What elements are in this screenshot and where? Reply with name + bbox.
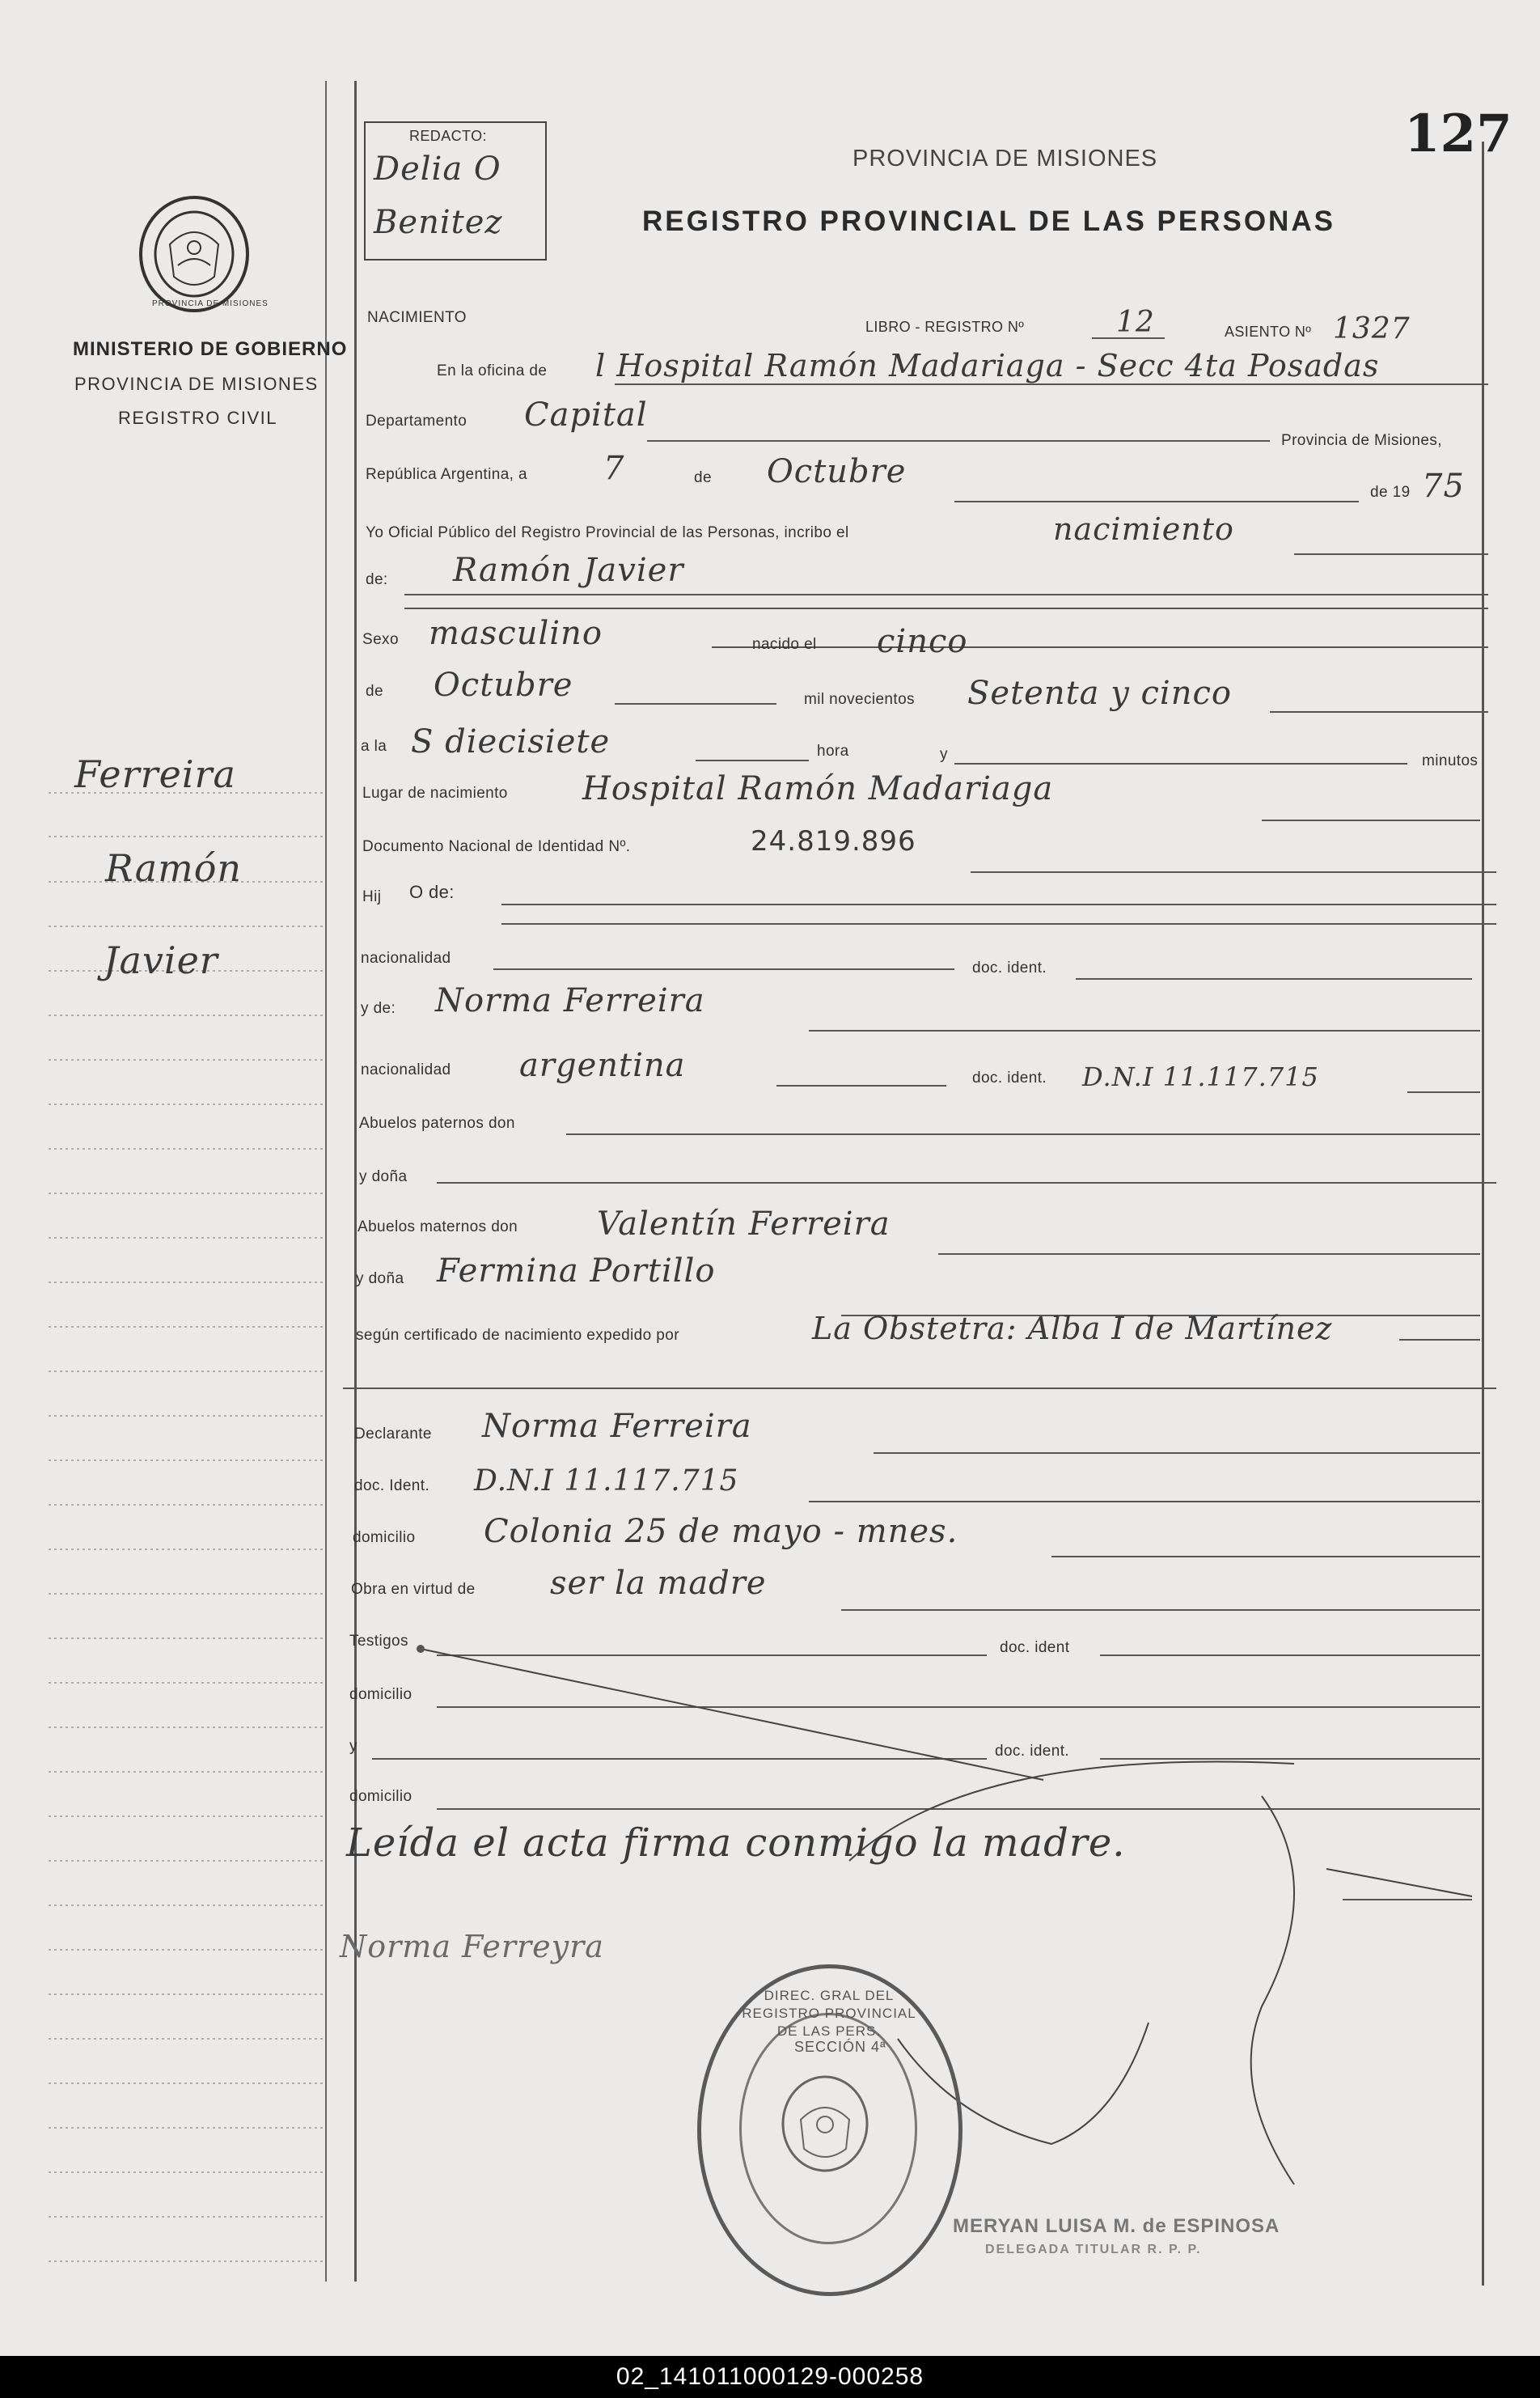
header-province: PROVINCIA DE MISIONES — [852, 146, 1158, 172]
doc-ident5-label: doc. ident. — [995, 1743, 1070, 1760]
stamp-outer-text: DIREC. GRAL DEL REGISTRO PROVINCIAL DE LAS PERS. — [742, 1988, 916, 2039]
domicilio-value: Colonia 25 de mayo - mnes. — [484, 1513, 958, 1550]
margin-surname: Ferreira — [74, 752, 236, 796]
abuelos-pat-label: Abuelos paternos don — [359, 1115, 515, 1132]
nombre-value: Ramón Javier — [453, 552, 684, 589]
departamento-label: Departamento — [366, 413, 468, 430]
anio-nac-value: Setenta y cinco — [967, 675, 1232, 712]
a-la-label: a la — [361, 738, 387, 755]
footer-id-bar — [0, 2356, 1540, 2398]
abuelos-mat-label: Abuelos maternos don — [358, 1218, 518, 1235]
asiento-value: 1327 — [1333, 312, 1411, 345]
hijo-label: Hij — [362, 888, 382, 905]
yo-oficial-label: Yo Oficial Público del Registro Provincial de las Personas, incribo el — [366, 524, 849, 541]
provincia-suffix: Provincia de Misiones, — [1281, 432, 1442, 449]
asiento-label: ASIENTO Nº — [1225, 324, 1312, 340]
nacido-label: nacido el — [752, 636, 817, 653]
minutos-label: minutos — [1422, 752, 1479, 769]
page-number: 127 — [1404, 104, 1512, 164]
sexo-value: masculino — [429, 615, 603, 652]
doc-ident4-label: doc. ident — [1000, 1639, 1070, 1656]
y-dona2-label: y doña — [356, 1270, 404, 1287]
mes-nac-label: de — [366, 683, 383, 700]
declarante-label: Declarante — [354, 1426, 432, 1443]
mes-nac-value: Octubre — [434, 667, 573, 704]
doc-ident3-label: doc. Ident. — [354, 1477, 430, 1494]
y2-label: y — [349, 1738, 358, 1755]
madre-value: Norma Ferreira — [435, 982, 705, 1019]
libro-value: 12 — [1116, 306, 1155, 339]
domicilio-label: domicilio — [353, 1529, 416, 1546]
ministry-title: MINISTERIO DE GOBIERNO — [73, 338, 348, 360]
ministry-province: PROVINCIA DE MISIONES — [74, 374, 319, 394]
oficina-value: l Hospital Ramón Madariaga - Secc 4ta Posadas — [595, 348, 1380, 383]
ministry-registry: REGISTRO CIVIL — [118, 408, 278, 428]
margin-firstname: Ramón — [105, 846, 243, 890]
nacionalidad2-value: argentina — [519, 1047, 686, 1084]
obra-value: ser la madre — [550, 1565, 767, 1602]
acto-value: nacimiento — [1053, 511, 1234, 547]
mes-value: Octubre — [767, 453, 907, 490]
obra-label: Obra en virtud de — [351, 1581, 476, 1598]
testigos-label: Testigos — [349, 1633, 408, 1650]
dni-label: Documento Nacional de Identidad Nº. — [362, 838, 631, 855]
madre-label: y de: — [361, 1000, 396, 1017]
margin-middlename: Javier — [104, 938, 218, 982]
header-registry: REGISTRO PROVINCIAL DE LAS PERSONAS — [642, 205, 1335, 237]
anio-prefix: de 19 — [1370, 484, 1411, 501]
closing-note: Leída el acta firma conmigo la madre. — [346, 1820, 1126, 1866]
declarante-value: Norma Ferreira — [482, 1408, 752, 1445]
redacto-line1: Delia O — [374, 150, 501, 188]
oficina-label: En la oficina de — [437, 362, 548, 379]
domicilio3-label: domicilio — [349, 1788, 412, 1805]
abuela-mat-value: Fermina Portillo — [437, 1252, 716, 1290]
doc-ident2-value: D.N.I 11.117.715 — [1082, 1061, 1319, 1092]
redacto-line2: Benitez — [374, 204, 503, 241]
dia-value: 7 — [603, 450, 625, 487]
nacionalidad2-label: nacionalidad — [361, 1061, 451, 1078]
stamp-seal-icon — [776, 2071, 874, 2176]
segun-label: según certificado de nacimiento expedido por — [356, 1327, 679, 1344]
y-dona-label: y doña — [359, 1168, 408, 1185]
y-label: y — [940, 746, 948, 763]
abuelo-mat-value: Valentín Ferreira — [597, 1205, 891, 1243]
republica-label: República Argentina, a — [366, 466, 527, 483]
hora-value: S diecisiete — [411, 723, 611, 760]
hora-label: hora — [817, 743, 849, 760]
de-label: de — [694, 469, 712, 486]
departamento-value: Capital — [524, 396, 648, 434]
mil-label: mil novecientos — [804, 691, 915, 708]
doc-ident2-label: doc. ident. — [972, 1070, 1047, 1087]
lugar-value: Hospital Ramón Madariaga — [582, 770, 1054, 807]
segun-value: La Obstetra: Alba I de Martínez — [812, 1311, 1333, 1346]
official-title: DELEGADA TITULAR R. P. P. — [985, 2243, 1202, 2256]
doc-ident3-value: D.N.I 11.117.715 — [474, 1464, 739, 1498]
hijo-suffix: O de: — [409, 882, 455, 902]
nombre-label: de: — [366, 571, 388, 588]
mother-signature: Norma Ferreyra — [340, 1929, 604, 1964]
lugar-label: Lugar de nacimiento — [362, 785, 508, 802]
anio-value: 75 — [1422, 468, 1465, 505]
stamp-inner-text: SECCIÓN 4ª — [794, 2039, 886, 2055]
official-name: MERYAN LUISA M. de ESPINOSA — [953, 2215, 1280, 2237]
nacionalidad-label: nacionalidad — [361, 950, 451, 967]
domicilio2-label: domicilio — [349, 1686, 412, 1703]
dni-value: 24.819.896 — [751, 825, 916, 858]
redacto-label: REDACTO: — [409, 128, 487, 144]
footer-id: 02_141011000129-000258 — [616, 2363, 924, 2390]
nacimiento-label: NACIMIENTO — [367, 309, 467, 326]
doc-ident-label: doc. ident. — [972, 960, 1047, 977]
seal-caption: PROVINCIA DE MISIONES — [152, 299, 269, 308]
nacido-value: cinco — [877, 623, 968, 660]
sexo-label: Sexo — [362, 631, 399, 648]
libro-label: LIBRO - REGISTRO Nº — [865, 319, 1025, 335]
